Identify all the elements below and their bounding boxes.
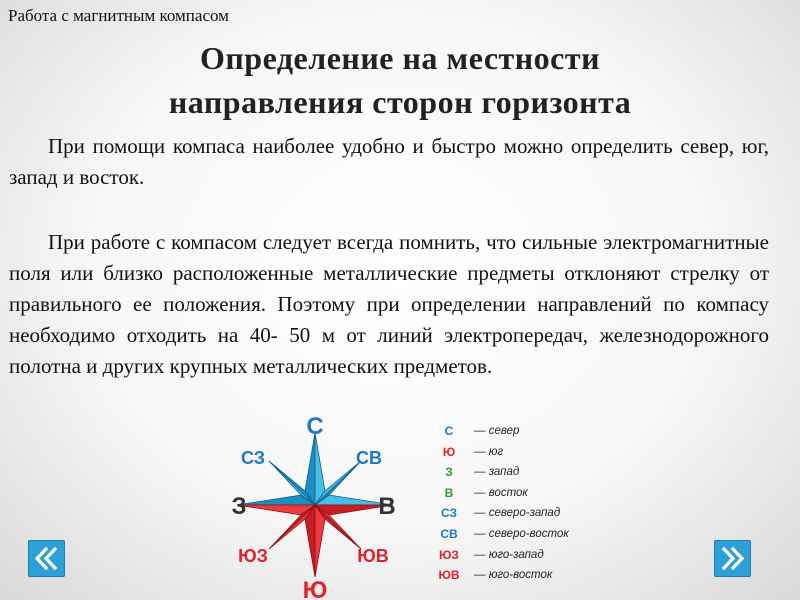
title-line-1: Определение на местности bbox=[199, 40, 601, 76]
legend-row bbox=[430, 503, 590, 524]
legend-row bbox=[430, 442, 590, 463]
paragraph-magnetic-warning: При работе с компасом следует всегда помнить, что сильные электромагнитные поля или близко расположенные металлические предметы отклоняют стрелку от правильного ее положения. Поэтому при определении направлений по компасу необходимо отходить на 40- 50 м от линий электропередач, железнодорожного полотна и других крупных металлических предметов. bbox=[9, 230, 769, 378]
next-slide-button[interactable] bbox=[714, 540, 751, 577]
legend-desc: — юг bbox=[474, 445, 504, 458]
legend-desc: — север bbox=[474, 425, 520, 437]
legend-row bbox=[430, 462, 590, 483]
legend-desc: — юго-восток bbox=[474, 569, 553, 582]
legend-desc: — восток bbox=[474, 486, 528, 499]
legend-row bbox=[430, 565, 590, 586]
paragraph-compass-usage: При помощи компаса наиболее удобно и быстро можно определить север, юг, запад и восток. bbox=[9, 134, 769, 189]
legend-desc: — юго-запад bbox=[474, 548, 544, 561]
rose-label-east: В bbox=[378, 493, 396, 520]
legend-abbr: З bbox=[445, 465, 453, 480]
rose-label-southeast: ЮВ bbox=[357, 546, 389, 566]
rose-label-southwest: ЮЗ bbox=[238, 546, 268, 566]
legend-abbr: ЮЗ bbox=[439, 547, 459, 562]
double-chevron-left-icon bbox=[28, 540, 65, 577]
legend-desc: — северо-восток bbox=[474, 527, 569, 540]
double-chevron-right-icon bbox=[714, 540, 751, 577]
legend-abbr: Ю bbox=[442, 444, 456, 459]
legend-row bbox=[430, 545, 590, 566]
legend-row bbox=[430, 421, 590, 442]
legend-row bbox=[430, 483, 590, 504]
legend-desc: — северо-запад bbox=[474, 507, 561, 520]
legend-abbr: СВ bbox=[440, 526, 458, 541]
legend-abbr: С bbox=[444, 424, 454, 438]
legend-row bbox=[430, 524, 590, 545]
slide-title bbox=[0, 36, 800, 124]
rose-label-northeast: СВ bbox=[356, 448, 382, 468]
legend-abbr: В bbox=[444, 485, 454, 500]
legend-desc: — запад bbox=[474, 466, 520, 479]
rose-label-west: З bbox=[231, 493, 247, 520]
legend-abbr: ЮВ bbox=[438, 568, 460, 583]
previous-slide-button[interactable] bbox=[28, 540, 65, 577]
rose-label-south: Ю bbox=[302, 577, 328, 600]
rose-label-north: С bbox=[306, 413, 324, 440]
title-line-2: направления сторон горизонта bbox=[168, 84, 632, 120]
star-west-top bbox=[237, 495, 315, 505]
compass-rose bbox=[228, 412, 398, 600]
rose-label-northwest: СЗ bbox=[240, 448, 266, 468]
slide-topic: Работа с магнитным компасом bbox=[8, 6, 229, 25]
direction-legend bbox=[430, 421, 590, 586]
legend-abbr: СЗ bbox=[440, 506, 458, 521]
